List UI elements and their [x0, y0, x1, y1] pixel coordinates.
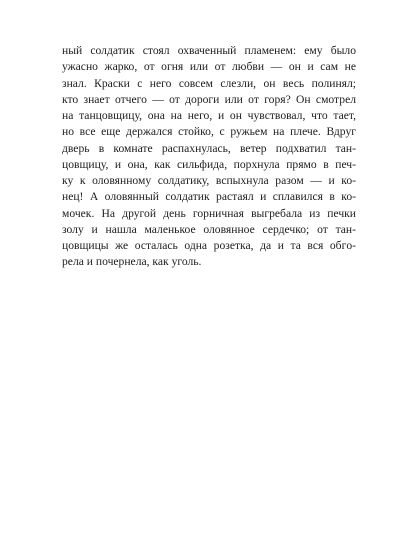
body-paragraph	[62, 43, 356, 271]
text-line: знал. Краски с него совсем слезли, он весь полинял;	[62, 76, 356, 90]
text-line: на танцовщицу, она на него, и он чувствовал, что тает,	[62, 109, 356, 122]
text-line: ку к оловянному солдатику, вспыхнула разом — и ко-	[62, 174, 356, 187]
text-line: ный солдатик стоял охваченный пламенем: ему было	[62, 44, 356, 57]
text-line: но все еще держался стойко, с ружьем на плече. Вдруг	[62, 125, 356, 139]
text-line: кто знает отчего — от дороги или от горя? Он смотрел	[62, 92, 356, 106]
text-line: нец! А оловянный солдатик растаял и сплавился в ко-	[62, 190, 356, 204]
text-line: цовщицы же осталась одна розетка, да и та вся обгo-	[62, 239, 356, 252]
text-line: цовщицу, и она, как сильфида, порхнула прямо в печ-	[62, 157, 356, 171]
text-line: дверь в комнате распахнулась, ветер подхватил тан-	[62, 141, 356, 155]
text-line: золу и нашла маленькое оловянное сердечко; от тан-	[62, 222, 356, 236]
text-line-last: рела и почернела, как уголь.	[62, 255, 202, 269]
text-line: ужасно жарко, от огня или от любви — он и сам не	[62, 60, 356, 74]
text-line: мочек. На другой день горничная выгребала из печки	[62, 206, 356, 220]
